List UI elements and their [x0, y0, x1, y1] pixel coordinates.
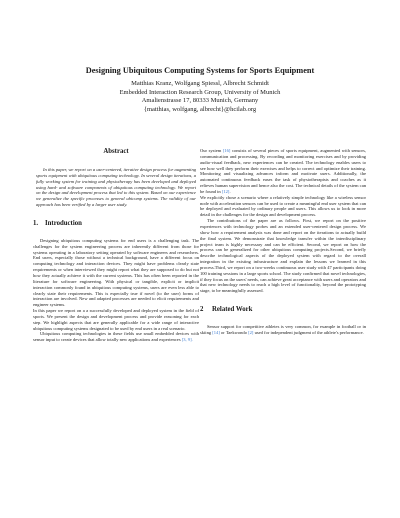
- citation-link[interactable]: [16]: [222, 148, 231, 153]
- citation-link[interactable]: [3, 9].: [181, 337, 193, 343]
- system-paragraph-body: consists of several pieces of sports equipment, augmented with sensors, communication and processing. By recording and monitoring exercises and by providing audio-visual feedback, new experiences can be created. The technology enables users to see how well they perform their exercises and helps to correct and optimize their training. Monitoring and visualizing advances inform and motivate users. Additionally, the automated continuous feedback eases the task of physiotherapists and coaches as it relieves human supervision and hence also the cost. The technical details of the system can be found in: [200, 148, 366, 194]
- system-paragraph-lead: Our system: [200, 148, 222, 153]
- intro-paragraph-3-text: Ubiquitous computing technologies in these fields use small embedded devices with sensor input to create devices that allow totally new applications and experiences: [33, 331, 199, 343]
- paper-title: Designing Ubiquitous Computing Systems for Sports Equipment: [85, 66, 315, 75]
- contributions-paragraph: The contributions of the paper are as follows. First, we report on the positive experiences with technology probes and an extended user-centered design process. We show how a requirement analysis was done and report on the iterations to actually build the final system. We demonstrate that knowledge transfer within the interdisciplinary project team is highly necessary and can be efficient. Second, we report on how the process can be generalized for other ubiquitous computing projects.Second, we briefly describe technological aspects of the deployed system with regard to the overall integration in the existing infrastructure and explain the lessons we learned in this process.Third, we report on a two-weeks continuous user study with 47 participants doing 100 training sessions in a large sports school. The study confirmed that novel technologies, if they focus on the users' needs, can achieve great acceptance with users and operators and that new technology needs to reach a high level of functionality, beyond the prototyping stage, to be meaningfully assessed.: [200, 218, 366, 294]
- right-column: [200, 148, 366, 336]
- section-number: 2: [200, 306, 204, 314]
- system-paragraph: [200, 148, 366, 195]
- citation-link[interactable]: [14]: [212, 329, 220, 335]
- author-names: Matthias Kranz, Wolfgang Spiessl, Albrecht Schmidt: [131, 80, 269, 87]
- abstract-heading: Abstract: [103, 148, 129, 155]
- abstract-text: In this paper, we report on a user-centered, iterative design process for augmenting sports equipment with ubiquitous computing technology. In several design iterations, a fully working system for training and physiotherapy has been developed and deployed using hard- and software components of ubiquitous computing technology. We report on the design and development process that led to this system. Based on our experience we generalize the specific processes to general ubicomp systems. The validity of our approach has been verified by a larger user study.: [36, 167, 196, 208]
- left-column: [33, 148, 199, 343]
- related-text-1: Sensor support for competitive athletes is very common, for example in football or in skiing: [200, 324, 366, 335]
- citation-link[interactable]: [2]: [248, 329, 254, 335]
- intro-paragraph-3: [33, 331, 199, 343]
- related-text-2: or Taekwondo: [220, 329, 247, 335]
- section-heading-introduction: [33, 220, 199, 228]
- section-title: Related Work: [212, 306, 253, 314]
- related-text-3: used for independent judgment of the athlete's performance.: [254, 329, 364, 335]
- system-paragraph-end: .: [229, 188, 231, 194]
- author-emails: {matthias, wolfgang, albrecht}@hcilab.org: [143, 105, 257, 113]
- intro-paragraph-2: In this paper we report on a a successfully developed and deployed system in the field of sports. We present the design and development process and provide reasoning for each step. We highlight aspects that are generally applicable for a wide range of interactive ubiquitous computing systems designated to be used by end users in a real scenario.: [33, 308, 199, 331]
- section-heading-related-work: [200, 306, 366, 314]
- scenario-paragraph: We explicitly chose a scenario where a relatively simple technology like a wireless sensor node with acceleration sensors can be used to create a meaningful end user system that can be deployed and evaluated by ordinary people and users. This allows us to look in more detail in the challenges for the design and development process.: [200, 194, 366, 218]
- author-address: Amalienstrasse 17, 80333 Munich, Germany: [141, 97, 259, 105]
- related-work-paragraph: [200, 324, 366, 336]
- intro-paragraph-1: Designing ubiquitous computing systems for end users is a challenging task. The challenges for the system engineering process are inherently different from those for systems operating in a laboratory setting operated by software engineers and researchers. End users, especially those without a technical background, have a different focus on computing technology and interaction devices. They might have problems clearly state requirements or when interviewed they might report what they are supposed to do but not how they actually achieve it with the current systems. This has often been reported in the literature for software engineering. With physical or tangible, explicit or implicit interaction commonly found in ubiquitous computing systems, users are even less able to clearly state their requirements. This is especially true if novel (to the user) forms of interaction are involved. New and adapted processes are needed to elicit requirements and engineer systems.: [33, 237, 199, 308]
- section-title: Introduction: [45, 219, 82, 227]
- citation-link[interactable]: [12]: [221, 188, 230, 194]
- section-number: 1.: [33, 219, 39, 227]
- author-block: [20, 80, 380, 114]
- author-affiliation: Embedded Interaction Research Group, University of Munich: [119, 88, 281, 96]
